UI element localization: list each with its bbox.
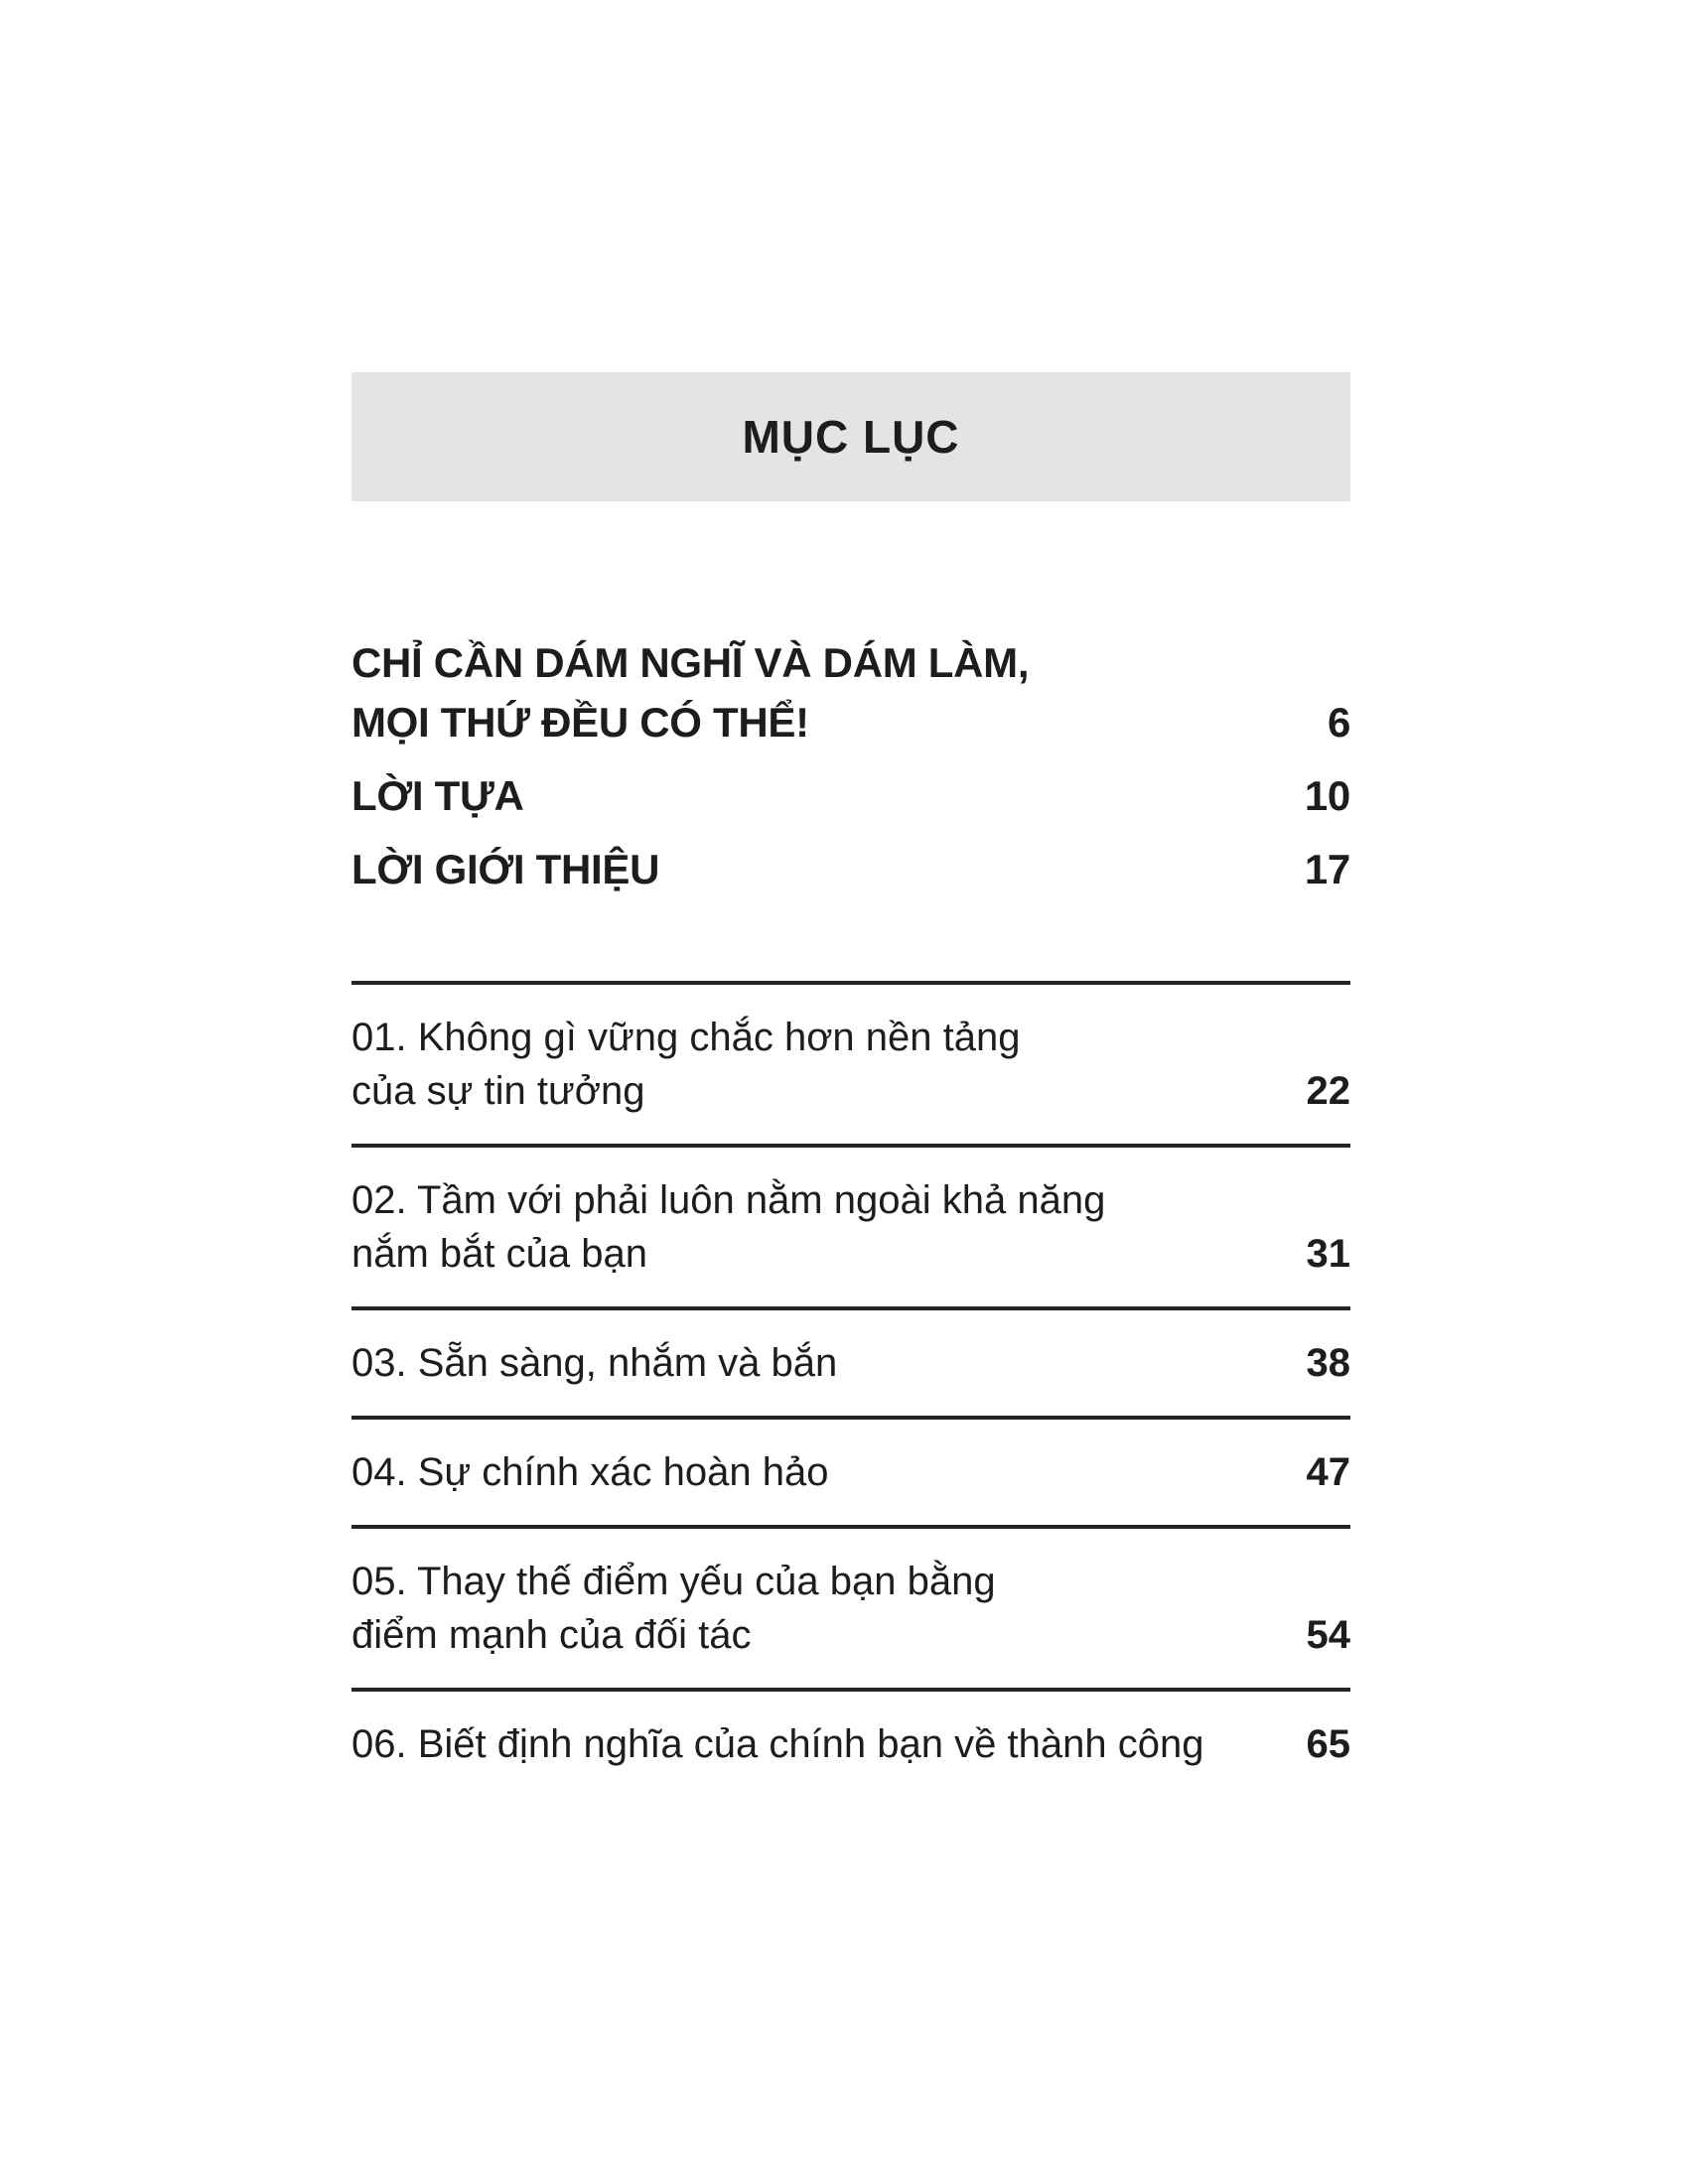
entry-title-line: 02. Tầm với phải luôn nằm ngoài khả năng [352,1178,1106,1222]
entry-page-number: 54 [1306,1613,1350,1657]
entry-title [352,1336,1277,1390]
entry-title-line: 04. Sự chính xác hoàn hảo [352,1450,829,1494]
entry-page-number: 6 [1327,699,1350,746]
entry-title-line: 03. Sẵn sàng, nhắm và bắn [352,1341,838,1385]
entry-title-line: LỜI TỰA [352,772,524,819]
entry-title-line: 01. Không gì vững chắc hơn nền tảng [352,1016,1021,1059]
entry-page-number: 22 [1306,1069,1350,1113]
entry-page-number: 17 [1304,846,1350,892]
entry-title [352,1173,1277,1281]
entry-page-number: 47 [1306,1450,1350,1494]
entry-title-line: 06. Biết định nghĩa của chính bạn về thành công [352,1722,1204,1766]
entry-title-line: LỜI GIỚI THIỆU [352,846,660,892]
toc-title-banner [352,372,1350,501]
entry-title [352,1445,1277,1499]
entry-page-number: 31 [1306,1232,1350,1276]
entry-page-number: 38 [1306,1341,1350,1385]
entry-title-line: MỌI THỨ ĐỀU CÓ THỂ! [352,699,809,746]
entry-title-line: nắm bắt của bạn [352,1232,647,1276]
front-matter-section [352,633,1350,899]
entry-title-line: CHỈ CẦN DÁM NGHĨ VÀ DÁM LÀM, [352,639,1030,686]
entry-title [352,1011,1277,1118]
toc-entry-foreword [352,633,1350,752]
entry-page-number: 10 [1304,772,1350,819]
entry-title [352,1717,1277,1771]
entry-title-line: của sự tin tưởng [352,1069,645,1113]
chapter-list [352,981,1350,1797]
toc-entry-chapter-01 [352,981,1350,1144]
page-title: MỤC LỤC [742,411,960,463]
toc-entry-chapter-04 [352,1416,1350,1525]
entry-page-number: 65 [1306,1722,1350,1766]
entry-title [352,840,1275,899]
toc-content-column [352,372,1350,1797]
entry-title [352,1555,1277,1662]
entry-title-line: điểm mạnh của đối tác [352,1613,752,1657]
entry-title [352,633,1298,752]
toc-entry-introduction [352,840,1350,899]
entry-title-line: 05. Thay thế điểm yếu của bạn bằng [352,1560,996,1603]
toc-entry-chapter-05 [352,1525,1350,1688]
toc-entry-chapter-06 [352,1688,1350,1797]
toc-entry-chapter-03 [352,1306,1350,1416]
entry-title [352,766,1275,826]
toc-entry-chapter-02 [352,1144,1350,1306]
toc-entry-preface [352,766,1350,826]
